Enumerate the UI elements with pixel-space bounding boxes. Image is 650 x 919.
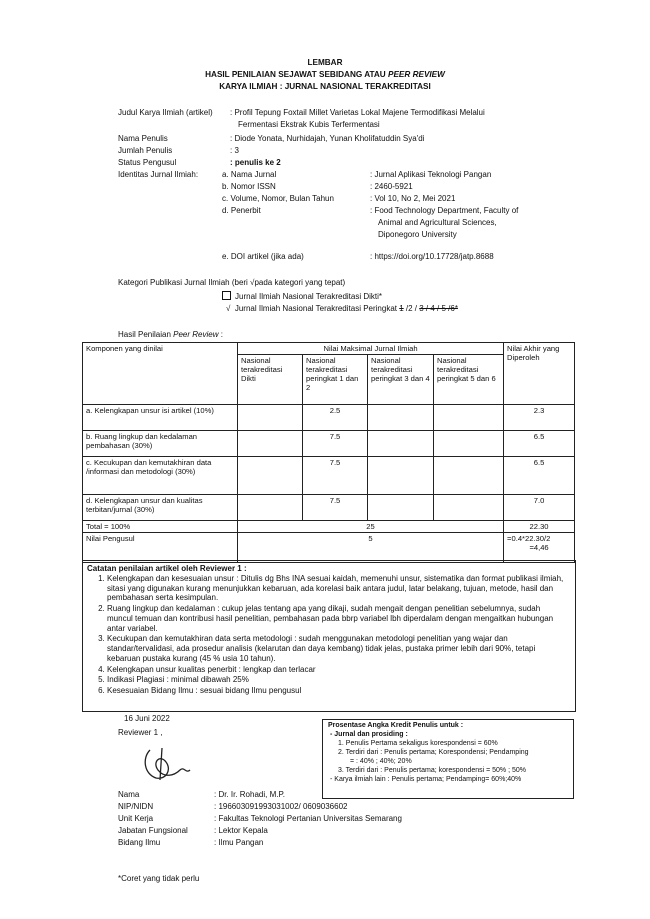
notes-box [82,560,576,712]
pengusul-max: 5 [238,533,504,563]
total-max: 25 [238,521,504,533]
row-akhir: 2.3 [504,405,575,431]
journal-label: Identitas Jurnal Ilmiah: [118,170,199,179]
row-max: 7.5 [303,457,368,495]
count-label: Jumlah Penulis [118,146,173,155]
header-komponen: Komponen yang dinilai [83,343,238,405]
table-row [83,457,575,495]
title-value-2: Fermentasi Ekstrak Kubis Terfermentasi [238,120,380,129]
signature-date: 16 Juni 2022 [124,714,170,723]
header-nilai-akhir: Nilai Akhir yang Diperoleh [504,343,575,405]
reviewer-label: Reviewer 1 , [118,728,163,737]
header-col-dikti: Nasional terakreditasi Dikti [238,355,303,405]
checkbox-icon [222,291,231,300]
publisher-value-3: Diponegoro University [378,230,457,239]
pengusul-label: Nilai Pengusul [83,533,238,563]
journal-name-key: a. Nama Jurnal [222,170,277,179]
kredit-title: Prosentase Angka Kredit Penulis untuk : [328,722,464,729]
table-total-row [83,521,575,533]
row-akhir: 6.5 [504,457,575,495]
row-label: c. Kecukupan dan kemutakhiran data /informasi dan metodologi (30%) [83,457,238,495]
review-table [82,342,575,563]
sig-unit-value: : Fakultas Teknologi Pertanian Universitas Semarang [214,814,402,823]
row-akhir: 6.5 [504,431,575,457]
journal-name-value: : Jurnal Aplikasi Teknologi Pangan [370,170,492,179]
signature-icon [140,740,200,790]
category-option-peringkat: √ Jurnal Ilmiah Nasional Terakreditasi Peringkat 1 /2 / 3 / 4 / 5 /6* [226,304,458,313]
issn-value: : 2460-5921 [370,182,413,191]
count-value: : 3 [230,146,239,155]
publisher-value-2: Animal and Agricultural Sciences, [378,218,497,227]
category-label: Kategori Publikasi Jurnal Ilmiah (beri √pada kategori yang tepat) [118,278,346,287]
table-pengusul-row [83,533,575,563]
publisher-key: d. Penerbit [222,206,261,215]
checkmark-icon: √ [226,304,231,313]
kredit-sub: - Jurnal dan prosiding : [330,730,408,738]
authors-label: Nama Penulis [118,134,168,143]
header-line3: KARYA ILMIAH : JURNAL NASIONAL TERAKREDITASI [219,82,431,91]
notes-list [87,574,567,696]
table-row [83,495,575,521]
status-label: Status Pengusul [118,158,177,167]
total-label: Total = 100% [83,521,238,533]
table-row [83,431,575,457]
volume-key: c. Volume, Nomor, Bulan Tahun [222,194,334,203]
table-row [83,405,575,431]
doi-value: : https://doi.org/10.17728/jatp.8688 [370,252,494,261]
row-max: 2.5 [303,405,368,431]
note-item: 4. Kelengkapan unsur kualitas penerbit : lengkap dan terlacar [107,665,567,675]
issn-key: b. Nomor ISSN [222,182,276,191]
sig-bidang-key: Bidang Ilmu [118,838,161,847]
title-label: Judul Karya Ilmiah (artikel) [118,108,213,117]
note-item: 6. Kesesuaian Bidang Ilmu : sesuai bidang Ilmu pengusul [107,686,567,696]
kredit-line1: 1. Penulis Pertama sekaligus korespondensi = 60% [338,739,498,747]
header-line2: HASIL PENILAIAN SEJAWAT SEBIDANG ATAU PEER REVIEW [205,70,445,79]
publisher-value-1: : Food Technology Department, Faculty of [370,206,519,215]
sig-name-value: : Dr. Ir. Rohadi, M.P. [214,790,285,799]
sig-nip-value: : 196603091993031002/ 0609036602 [214,802,348,811]
kredit-line4: - Karya ilmiah lain : Penulis pertama; Pendamping= 60%;40% [330,775,522,783]
authors-value: : Diode Yonata, Nurhidajah, Yunan Kholifatuddin Sya'di [230,134,425,143]
total-akhir: 22.30 [504,521,575,533]
kredit-box [322,719,574,799]
sig-name-key: Nama [118,790,140,799]
header-nilai-max: Nilai Maksimal Jurnal Ilmiah [238,343,504,355]
review-label: Hasil Penilaian Peer Review : [118,330,223,339]
notes-heading: Catatan penilaian artikel oleh Reviewer 1 : [87,564,247,573]
sig-bidang-value: : Ilmu Pangan [214,838,264,847]
row-max: 7.5 [303,495,368,521]
footnote: *Coret yang tidak perlu [118,874,200,883]
note-item: 1. Kelengkapan dan kesesuaian unsur : Ditulis dg Bhs INA sesuai kaidah, memenuhi unsur, sistematika dan format publikasi ilmiah, sitasi yang digunakan kurang menunjukkan kebaruan, ada korelasi baik antara judul, latar belakang, tujuan, metode, hasil dan pembahasan serta kesimpulan. [107,574,567,603]
row-akhir: 7.0 [504,495,575,521]
row-max: 7.5 [303,431,368,457]
pengusul-akhir: =0.4*22.30/2 =4,46 [504,533,575,563]
title-value-1: : Profil Tepung Foxtail Millet Varietas Lokal Majene Termodifikasi Melalui [230,108,485,117]
header-col-p34: Nasional terakreditasi peringkat 3 dan 4 [368,355,434,405]
status-value: : penulis ke 2 [230,158,281,167]
header-line1: LEMBAR [307,58,343,67]
kredit-line2b: = : 40% ; 40%; 20% [350,757,412,765]
sig-jabatan-value: : Lektor Kepala [214,826,268,835]
category-option-dikti: Jurnal Ilmiah Nasional Terakreditasi Dikti* [222,291,382,302]
kredit-line2: 2. Terdiri dari : Penulis pertama; Korespondensi; Pendamping [338,748,529,756]
note-item: 2. Ruang lingkup dan kedalaman : cukup jelas tentang apa yang dikaji, sudah mengait dengan penelitian sebelumnya, sudah muncul temuan dan kontribusi hasil penelitian, pembahasan pada bbrp variabel lbh diperdalam dengan mengaitkan hubungan antar variabel. [107,604,567,633]
table-header-row [83,343,575,355]
sig-jabatan-key: Jabatan Fungsional [118,826,188,835]
kredit-line3: 3. Terdiri dari : Penulis pertama; korespondensi = 50% ; 50% [338,766,527,774]
row-label: d. Kelengkapan unsur dan kualitas terbitan/jurnal (30%) [83,495,238,521]
volume-value: : Vol 10, No 2, Mei 2021 [370,194,456,203]
header-col-p12: Nasional terakreditasi peringkat 1 dan 2 [303,355,368,405]
sig-unit-key: Unit Kerja [118,814,154,823]
note-item: 5. Indikasi Plagiasi : minimal dibawah 25% [107,675,567,685]
row-label: a. Kelengkapan unsur isi artikel (10%) [83,405,238,431]
doi-key: e. DOI artikel (jika ada) [222,252,304,261]
sig-nip-key: NIP/NIDN [118,802,154,811]
header-col-p56: Nasional terakreditasi peringkat 5 dan 6 [434,355,504,405]
note-item: 3. Kecukupan dan kemutakhiran data serta metodologi : sudah menggunakan metodologi penelitian yang wajar dan standar/tervalidasi, ada prosedur analisis (kelarutan dan daya kembang) tidak jelas, pustaka primer lebih dari 90%, tetapi kebaruan pustaka kurang (45 % usia 10 tahun). [107,634,567,663]
row-label: b. Ruang lingkup dan kedalaman pembahasan (30%) [83,431,238,457]
